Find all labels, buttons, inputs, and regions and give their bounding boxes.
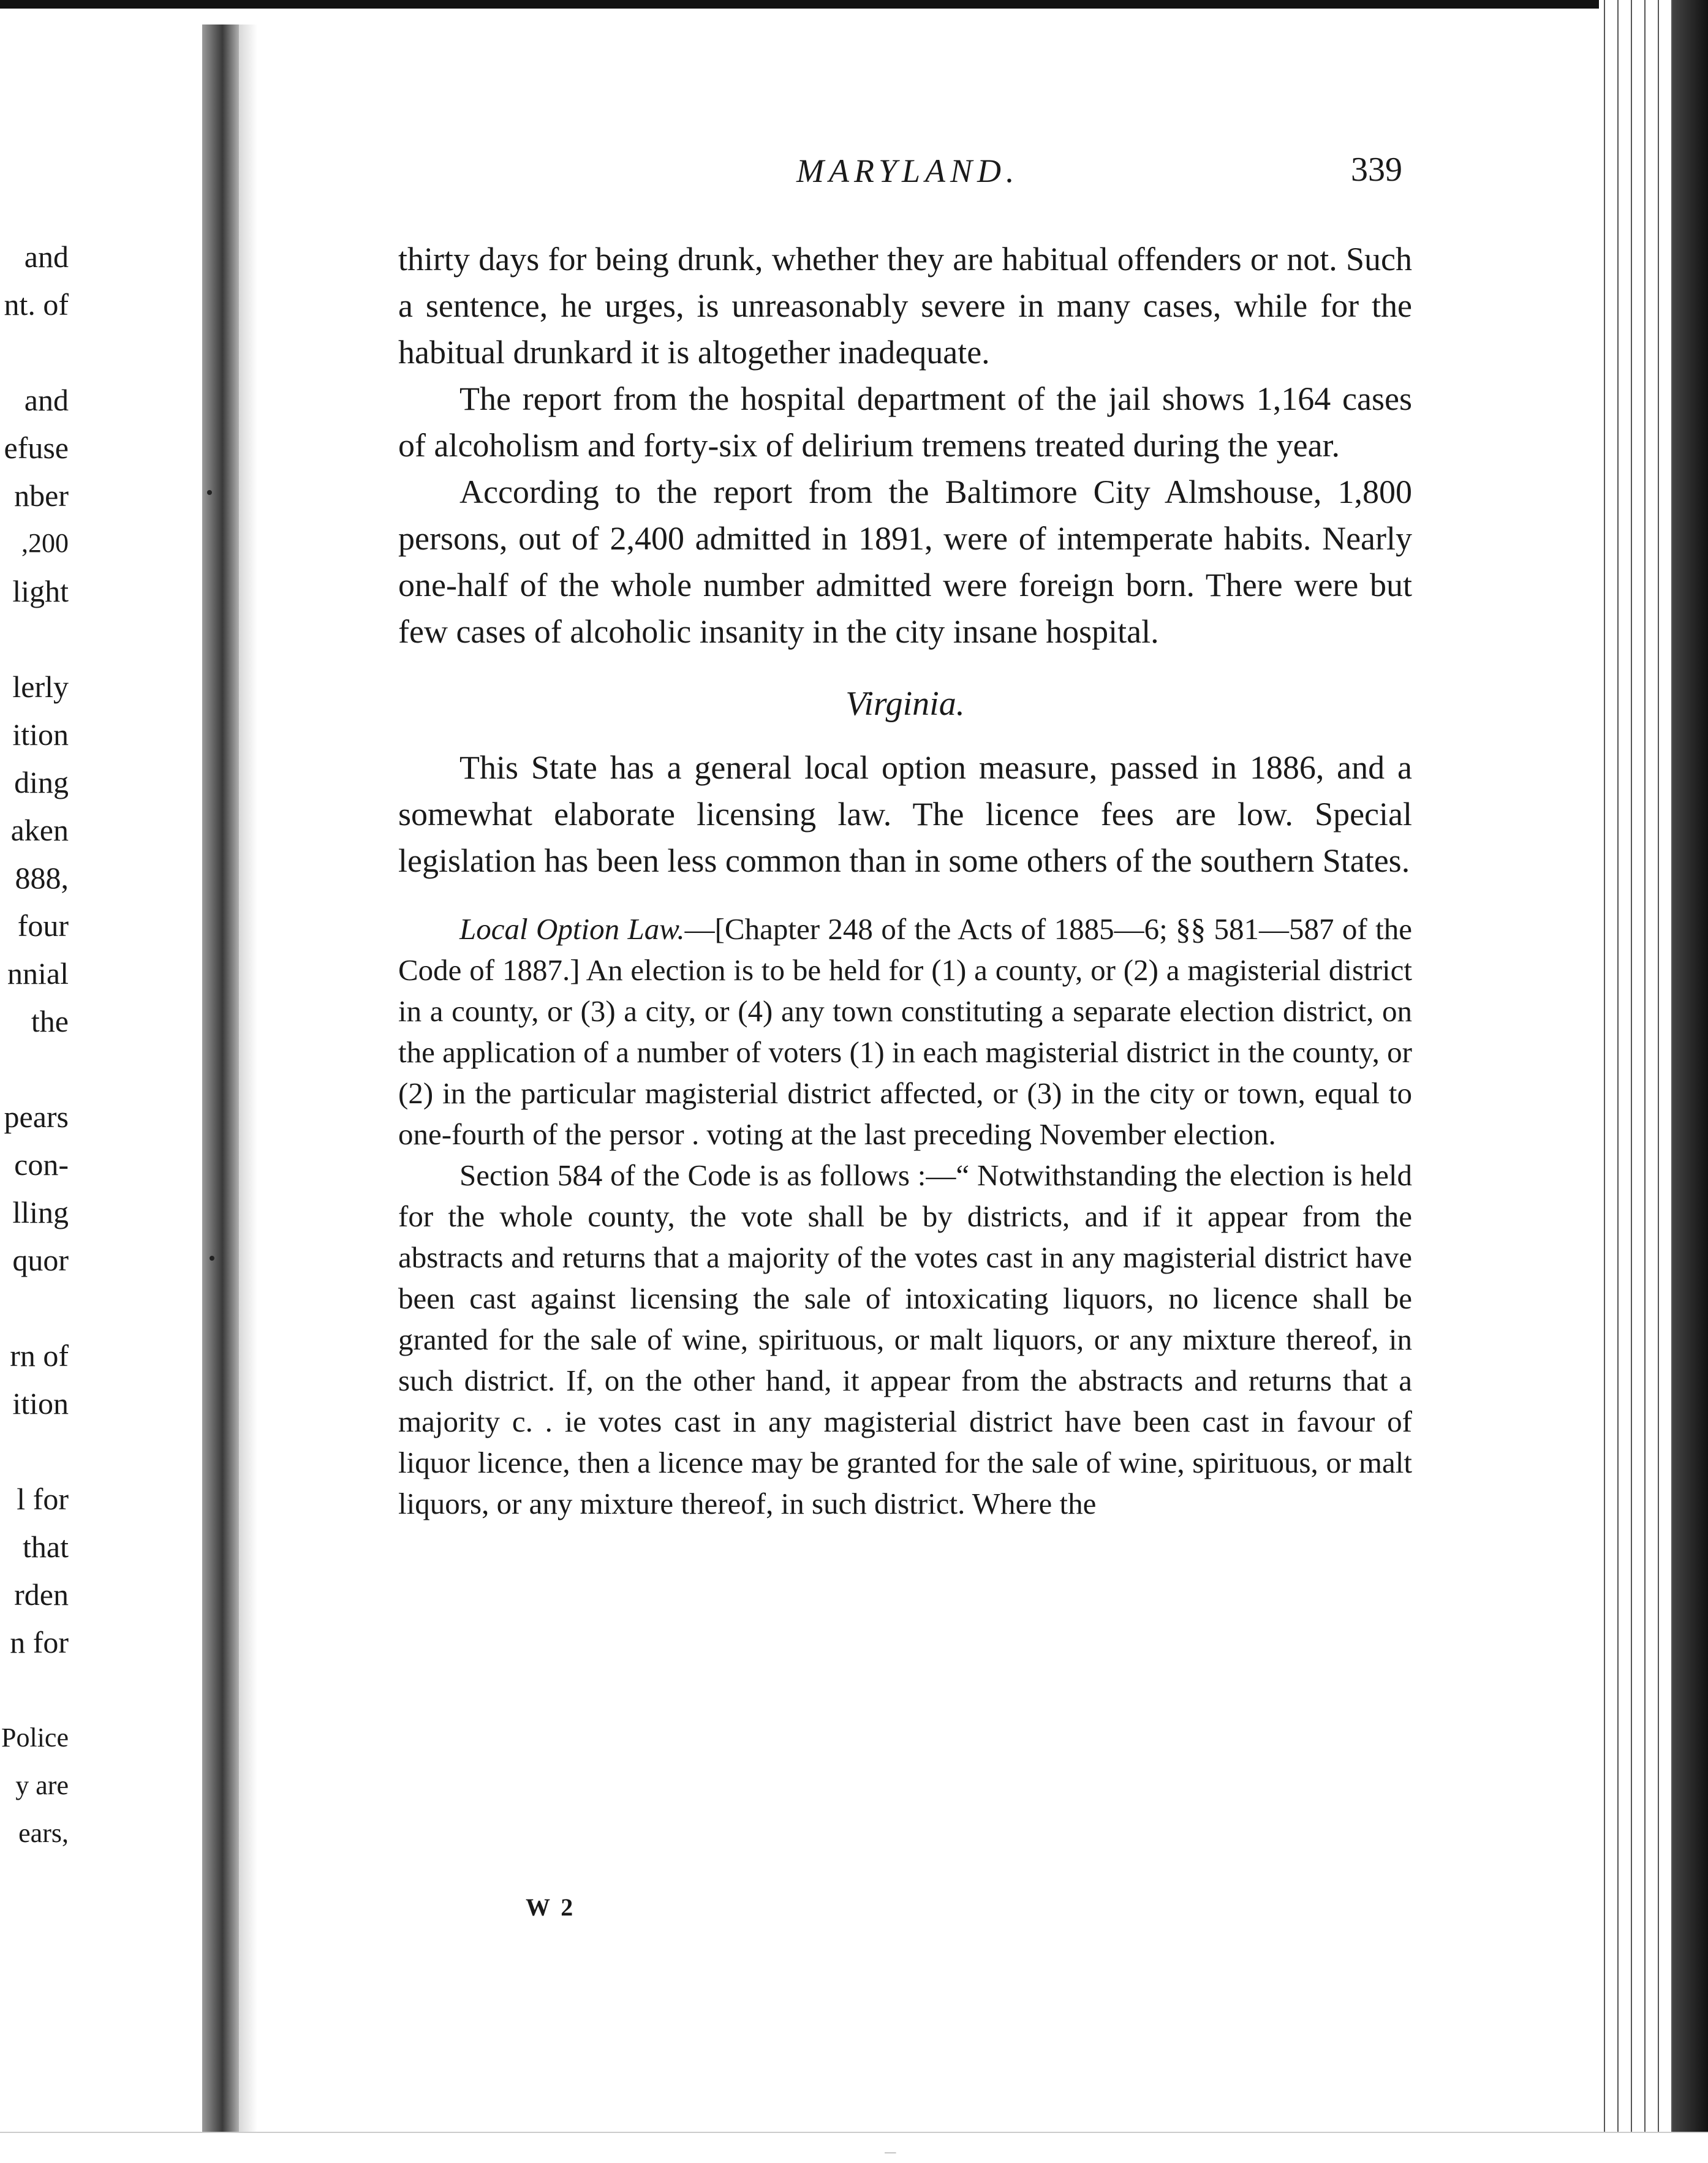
left-fragment (0, 1427, 69, 1475)
binding-dot (207, 490, 212, 495)
left-fragment (0, 1045, 69, 1093)
left-fragment (0, 615, 69, 663)
section-intro: This State has a general local option measure, passed in 1886, and a somewhat elaborate licensing law. The licence fees are low. Special legislation has been less common than in some others of the southern States. (398, 749, 1412, 879)
binding-dot (210, 1256, 214, 1261)
paragraph: thirty days for being drunk, whether they are habitual offenders or not. Such a sentence, he urges, is unreasonably severe in many cases, while for the habitual drunkard it is altogether inadequate. (398, 241, 1412, 371)
left-fragment: ding (14, 765, 69, 799)
left-fragment: lling (12, 1195, 69, 1229)
page-top-edge (0, 0, 1708, 9)
law-text: —[Chapter 248 of the Acts of 1885—6; §§ 581—587 of the Code of 1887.] An election is to be held for (1) a county, or (2) a magisterial district in a county, or (3) a city, or (4) any town constituting a separate election district, on the application of a number of voters (1) in each magisterial district in the county, or (2) in the particular magisterial district affected, or (3) in the city or town, equal to one-fourth of the persor . voting at the last preceding November election. (398, 912, 1412, 1151)
left-fragment: and (24, 383, 69, 417)
page-bottom-edge (0, 2132, 1708, 2153)
left-fragment: aken (10, 813, 69, 847)
left-fragment: pears (4, 1100, 69, 1134)
left-fragment: ition (12, 1386, 69, 1421)
gutter-shadow (239, 25, 257, 2132)
book-cover-edge (1672, 0, 1708, 2132)
left-fragment: rden (14, 1577, 69, 1612)
left-fragment (0, 1284, 69, 1332)
paragraph: According to the report from the Baltimore City Almshouse, 1,800 persons, out of 2,400 admitted in 1891, were of intemperate habits. Nearly one-half of the whole number admitted were foreign born. There were but few cases of alcoholic insanity in the city insane hospital. (398, 474, 1412, 650)
left-fragment (0, 328, 69, 376)
running-head: MARYLAND. (796, 153, 1019, 189)
left-fragment: nber (14, 478, 69, 513)
page-number: 339 (1351, 151, 1402, 189)
left-fragment: con- (14, 1147, 69, 1182)
left-fragment: four (17, 908, 69, 943)
spacer (398, 884, 1412, 908)
page-body (398, 236, 1412, 1524)
left-fragment: ,200 (21, 528, 69, 558)
signature-mark: W 2 (526, 1893, 576, 1921)
law-paragraph (398, 908, 1412, 1155)
left-fragment: nnial (7, 956, 69, 991)
left-fragment: and (24, 240, 69, 274)
section-title: Virginia. (845, 685, 965, 723)
left-fragment: lerly (12, 670, 69, 704)
law-heading: Local Option Law. (459, 912, 685, 946)
book-gutter (202, 25, 239, 2132)
left-fragment: y are (15, 1770, 69, 1800)
left-fragment: nt. of (4, 287, 69, 322)
left-fragment (0, 1666, 69, 1714)
left-fragment: efuse (4, 431, 69, 465)
left-fragment: light (12, 574, 69, 608)
left-page-fragments (0, 233, 69, 1857)
left-fragment: ition (12, 717, 69, 752)
section-584-paragraph: Section 584 of the Code is as follows :—“ Notwithstanding the election is held for the whole county, the vote shall be by districts, and if it appear from the abstracts and returns that a majority of the votes cast in any magisterial district have been cast against licensing the sale of intoxicating liquors, no licence shall be granted for the sale of wine, spirituous, or malt liquors, or any mixture thereof, in such district. If, on the other hand, it appear from the abstracts and returns that a majority c. . ie votes cast in any magisterial district have been cast in favour of liquor licence, then a licence may be granted for the sale of wine, spirituous, or malt liquors, or any mixture thereof, in such district. Where the (398, 1158, 1412, 1520)
left-fragment: n for (10, 1625, 69, 1659)
left-fragment: ears, (18, 1818, 69, 1848)
left-fragment: the (31, 1004, 69, 1038)
left-fragment: rn of (10, 1338, 69, 1373)
left-fragment: l for (17, 1482, 69, 1516)
paragraph: The report from the hospital department of the jail shows 1,164 cases of alcoholism and forty-six of delirium tremens treated during the year. (398, 380, 1412, 464)
left-fragment: that (23, 1530, 69, 1564)
left-fragment: Police (1, 1723, 69, 1753)
left-fragment: quor (12, 1243, 69, 1277)
left-fragment: 888, (15, 861, 69, 895)
